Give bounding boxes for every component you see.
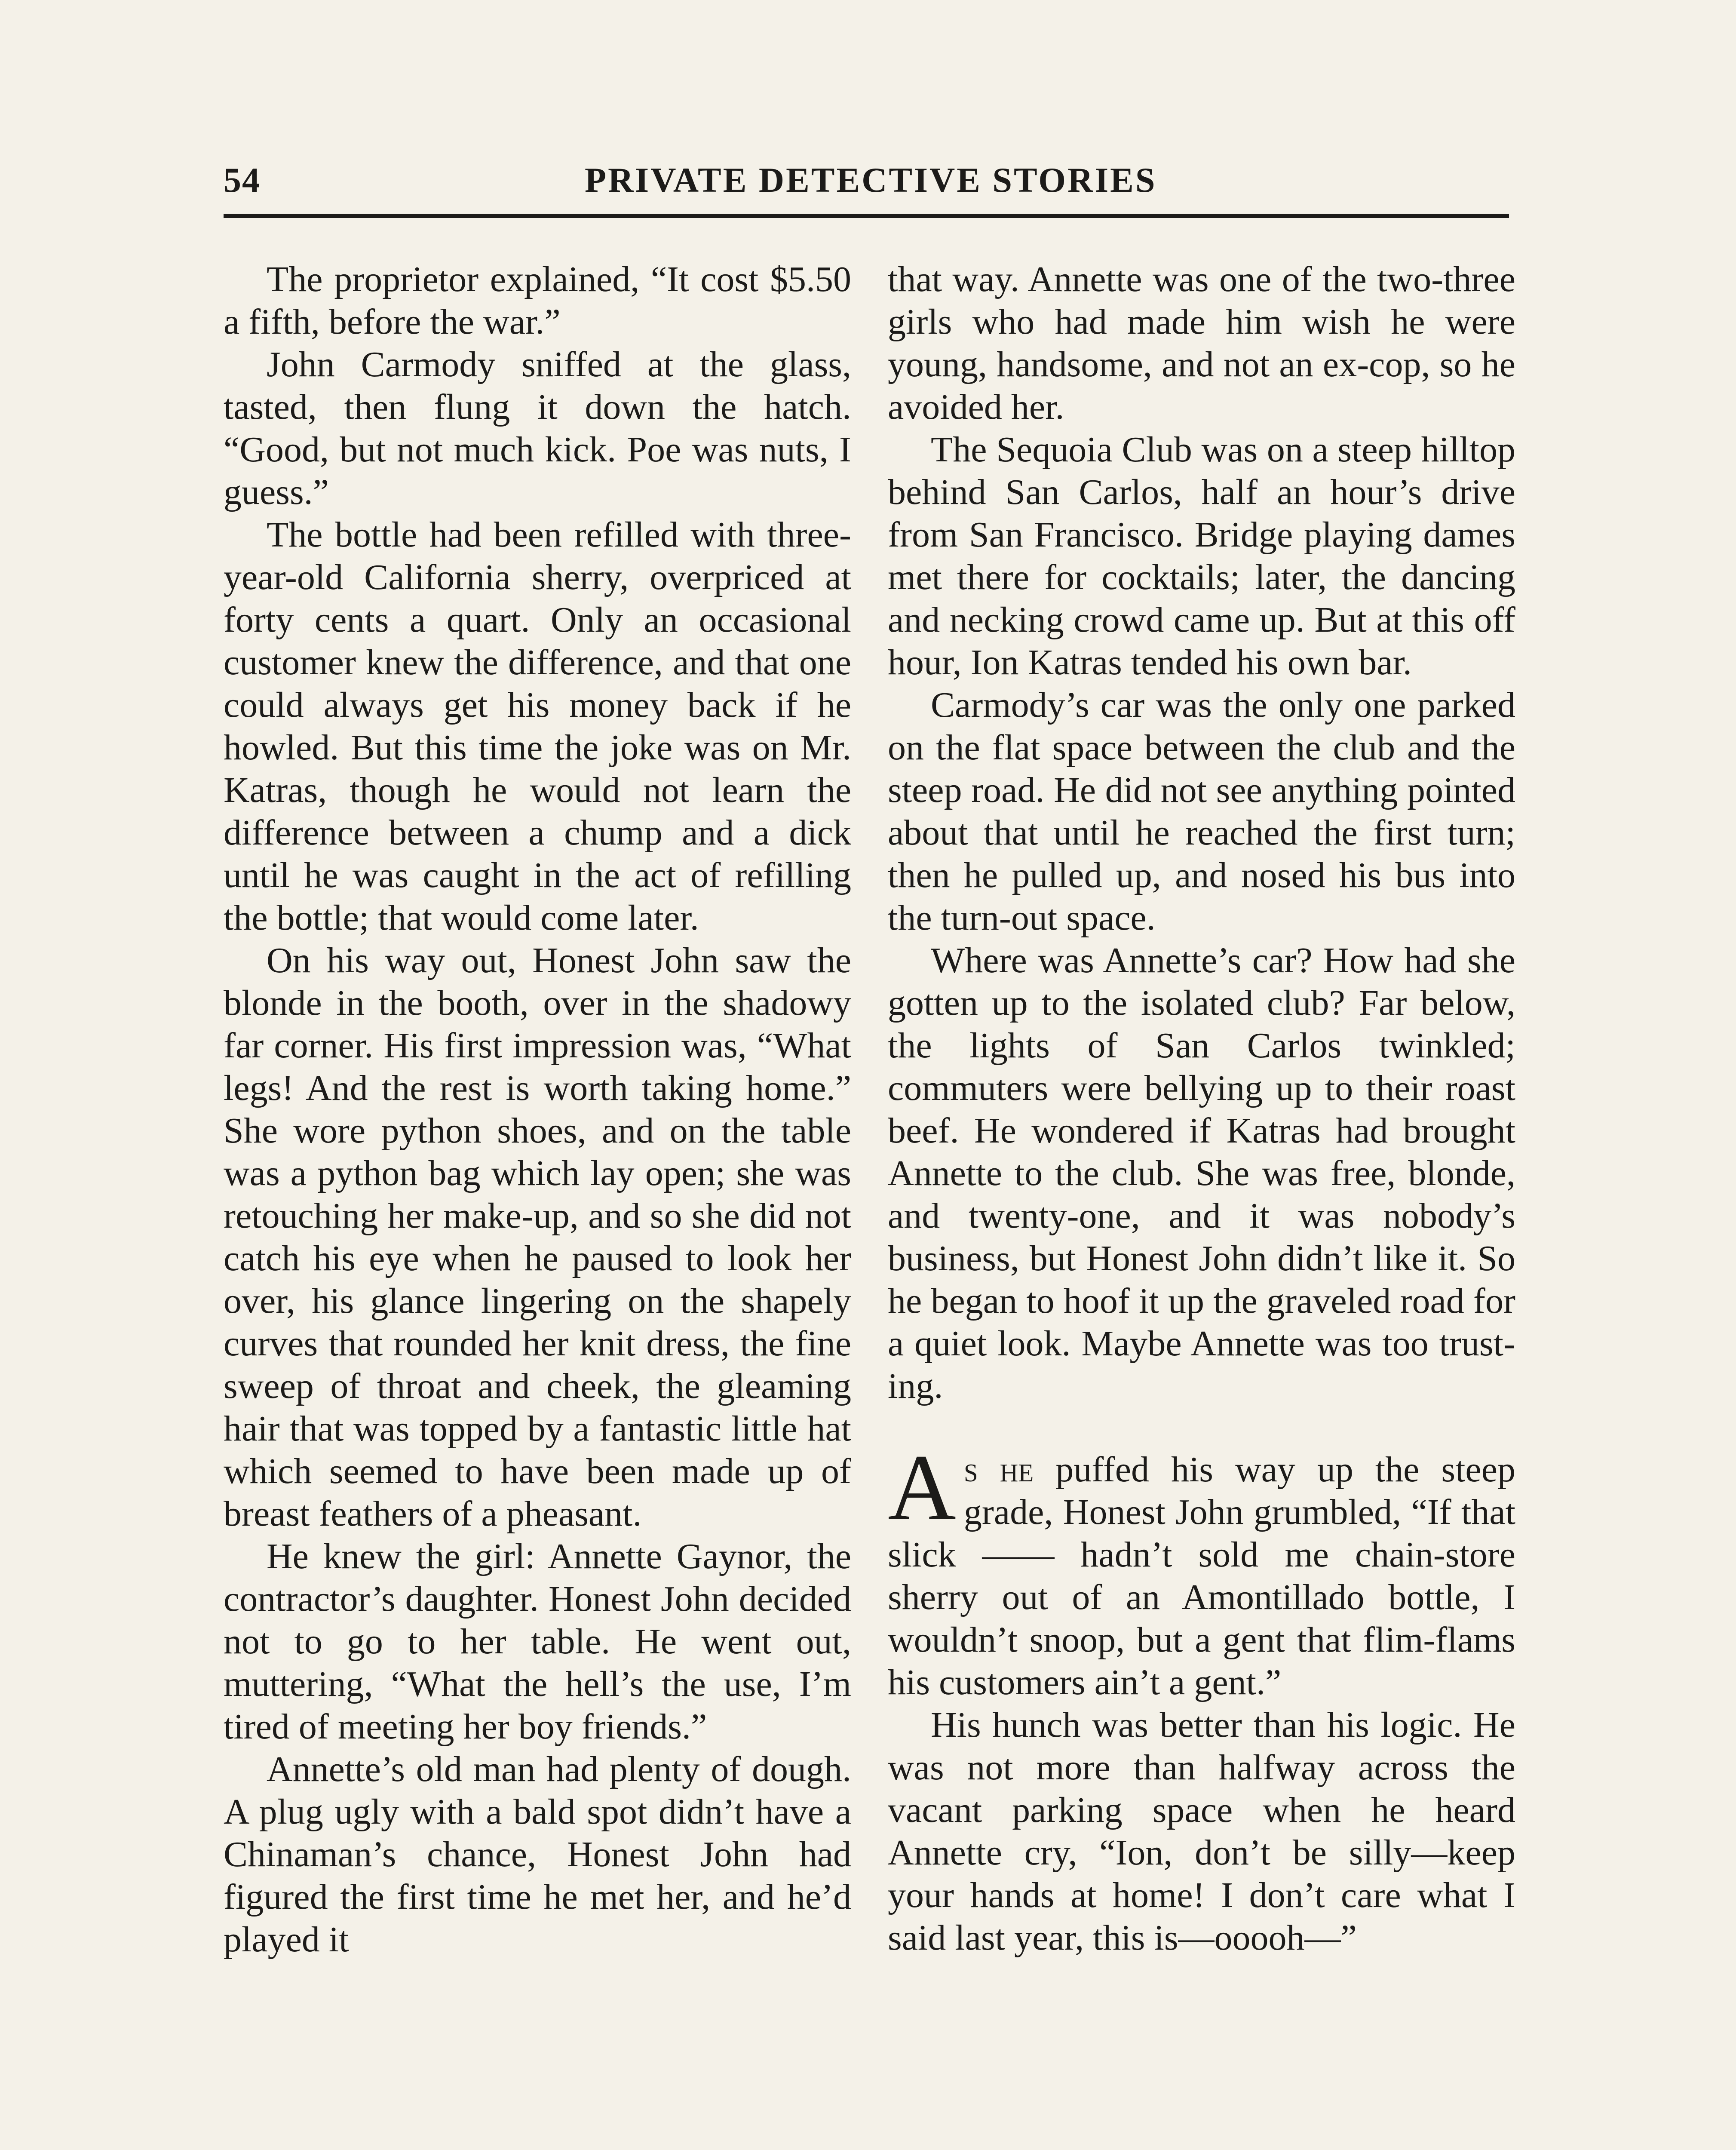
paragraph: Carmody’s car was the only one parked on the flat space between the club and the steep road. He did not see anything pointed about that until he reached the first turn; then he pulled up, and nosed his bus into the turn-out space.: [888, 685, 1515, 938]
header-rule: [224, 214, 1509, 218]
left-column: [224, 258, 851, 1961]
running-title: PRIVATE DETECTIVE STORIES: [585, 160, 1157, 200]
page-header: [224, 160, 1509, 212]
paragraph: The proprietor explained, “It cost $5.50 a fifth, before the war.”: [224, 259, 851, 342]
paragraph: His hunch was better than his logic. He was not more than halfway across the vacant parking space when he heard Annette cry, “Ion, don’t be silly—keep your hands at home! I don’t care what I said last year, this is—ooooh—”: [888, 1705, 1515, 1958]
paragraph: The Sequoia Club was on a steep hilltop behind San Carlos, half an hour’s drive from San Francisco. Bridge playing dames met there for cocktails; later, the dancing and necking crowd came up. But at this off hour, Ion Katras tended his own bar.: [888, 430, 1515, 682]
small-caps-lead: s he: [963, 1450, 1034, 1490]
right-column: [888, 258, 1515, 1959]
paragraph: Annette’s old man had plenty of dough. A plug ugly with a bald spot didn’t have a Chinaman’s chance, Honest John had figured the first time he met her, and he’d played it: [224, 1749, 851, 1960]
section-opening-paragraph: [888, 1435, 1515, 1704]
paragraph: He knew the girl: Annette Gaynor, the contractor’s daughter. Honest John decided not to go to her table. He went out, muttering, “What the hell’s the use, I’m tired of meeting her boy friends.”: [224, 1536, 851, 1747]
continued-paragraph: that way. Annette was one of the two-three girls who had made him wish he were young, handsome, and not an ex-cop, so he avoided her.: [888, 259, 1515, 427]
section-text: puffed his way up the steep grade, Honest John grumbled, “If that slick —— hadn’t sold me chain-store sherry out of an Amontillado bottle, I wouldn’t snoop, but a gent that flim-flams his customers ain’t a gent.”: [888, 1450, 1515, 1702]
paragraph: On his way out, Honest John saw the blonde in the booth, over in the shadowy far corner. His first impression was, “What legs! And the rest is worth taking home.” She wore python shoes, and on the table was a python bag which lay open; she was retouching her make-up, and so she did not catch his eye when he paused to look her over, his glance lingering on the shapely curves that rounded her knit dress, the fine sweep of throat and cheek, the gleaming hair that was topped by a fantastic little hat which seemed to have been made up of breast feathers of a pheasant.: [224, 940, 851, 1534]
paragraph: John Carmody sniffed at the glass, tasted, then flung it down the hatch. “Good, but not much kick. Poe was nuts, I guess.”: [224, 344, 851, 512]
drop-cap: A: [888, 1435, 956, 1540]
paragraph: Where was Annette’s car? How had she gotten up to the isolated club? Far below, the lights of San Carlos twinkled; commuters were bellying up to their roast beef. He wondered if Katras had brought Annette to the club. She was free, blonde, and twenty-one, and it was nobody’s business, but Honest John didn’t like it. So he began to hoof it up the graveled road for a quiet look. Maybe Annette was too trusting.: [888, 940, 1515, 1406]
paragraph: The bottle had been refilled with three-year-old California sherry, overpriced at forty cents a quart. Only an occasional customer knew the difference, and that one could always get his money back if he howled. But this time the joke was on Mr. Katras, though he would not learn the difference between a chump and a dick until he was caught in the act of refilling the bottle; that would come later.: [224, 515, 851, 938]
page-number: 54: [224, 160, 261, 200]
